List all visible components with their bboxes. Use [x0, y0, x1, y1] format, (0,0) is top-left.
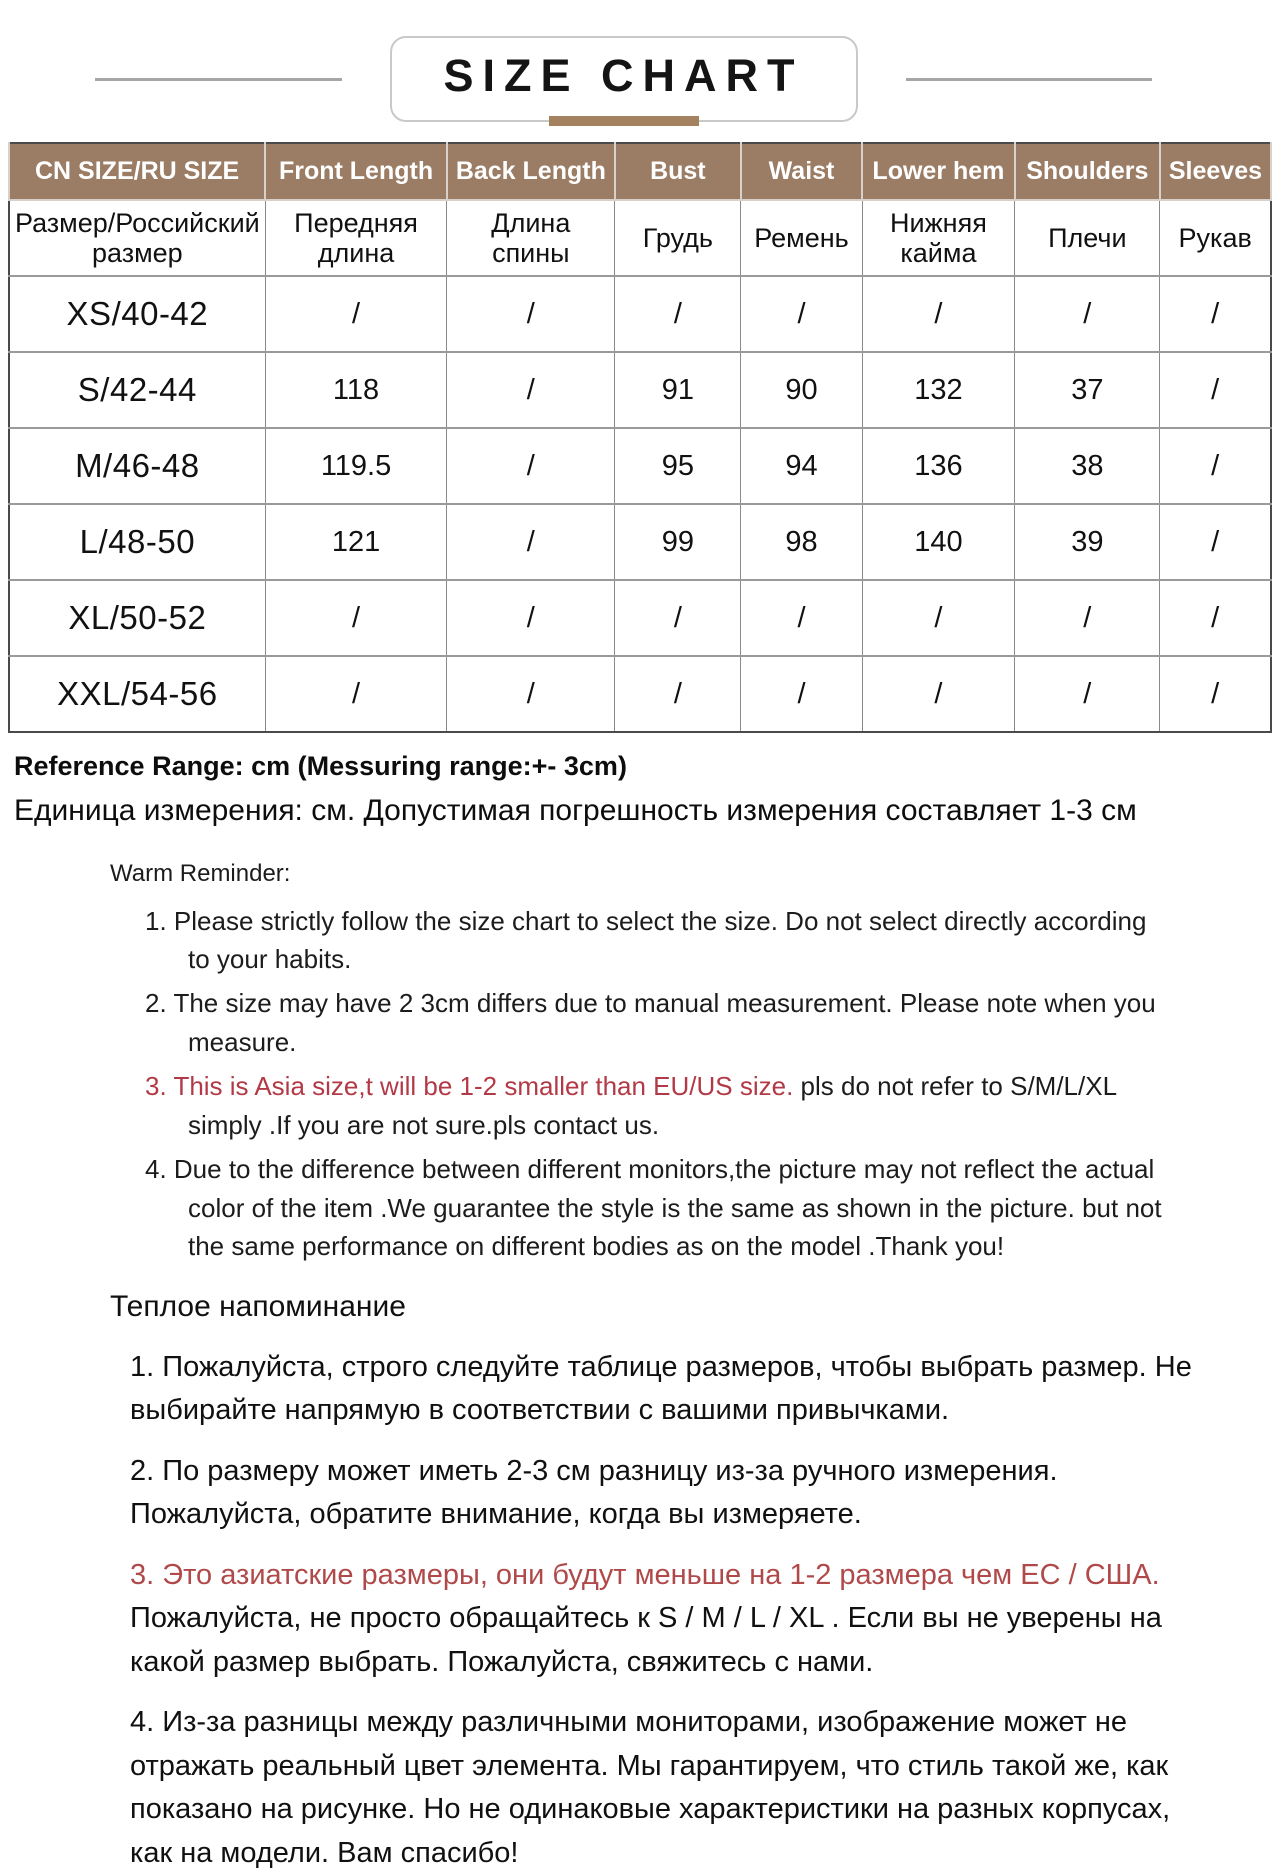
col-header-ru-lower-hem: Нижняя кайма: [862, 200, 1015, 276]
warm-reminder-ru-item-3: [130, 1554, 1215, 1685]
value-cell: 98: [741, 504, 862, 580]
value-cell: /: [447, 656, 615, 732]
header-row-en: [9, 143, 1271, 200]
warm-reminder-en-item-3-red: 3. This is Asia size,t will be 1-2 smaller than EU/US size.: [145, 1071, 794, 1102]
value-cell: /: [447, 580, 615, 656]
warm-reminder-en-item-1: 1. Please strictly follow the size chart to select the size. Do not select directly according to your habits.: [145, 905, 1147, 974]
value-cell: /: [1160, 656, 1271, 732]
col-header-ru-size: Размер/Российский размер: [9, 200, 265, 276]
size-cell: XS/40-42: [9, 276, 265, 352]
value-cell: 39: [1015, 504, 1160, 580]
col-header-ru-shoulders: Плечи: [1015, 200, 1160, 276]
warm-reminder-ru-item-3-red: 3. Это азиатские размеры, они будут меньше на 1-2 размера чем ЕС / США.: [130, 1558, 1160, 1591]
value-cell: 118: [265, 352, 447, 428]
warm-reminder-ru-item-1: 1. Пожалуйста, строго следуйте таблице размеров, чтобы выбрать размер. Не выбирайте напрямую в соответствии с вашими привычками.: [130, 1350, 1192, 1427]
col-header-waist: Waist: [741, 143, 862, 200]
size-cell: M/46-48: [9, 428, 265, 504]
value-cell: 121: [265, 504, 447, 580]
warm-reminder-ru: [110, 1284, 1215, 1875]
title-underline-accent: [549, 116, 699, 126]
value-cell: /: [1160, 580, 1271, 656]
col-header-ru-waist: Ремень: [741, 200, 862, 276]
table-row-xl: [9, 580, 1271, 656]
col-header-back-length: Back Length: [447, 143, 615, 200]
col-header-sleeves: Sleeves: [1160, 143, 1271, 200]
value-cell: /: [741, 276, 862, 352]
warm-reminder-en-item-4: 4. Due to the difference between different monitors,the picture may not reflect the actual color of the item .We guarantee the style is the same as shown in the picture. but not the same performance on different bodies as on the model .Thank you!: [145, 1154, 1162, 1262]
value-cell: 94: [741, 428, 862, 504]
value-cell: /: [447, 428, 615, 504]
value-cell: /: [862, 656, 1015, 732]
value-cell: 119.5: [265, 428, 447, 504]
value-cell: /: [741, 580, 862, 656]
value-cell: 90: [741, 352, 862, 428]
value-cell: /: [862, 276, 1015, 352]
value-cell: /: [1015, 580, 1160, 656]
title-divider-right: [906, 78, 1153, 81]
value-cell: 91: [615, 352, 741, 428]
col-header-shoulders: Shoulders: [1015, 143, 1160, 200]
reference-range-en: Reference Range: cm (Messuring range:+- 3cm): [14, 751, 627, 781]
value-cell: /: [1160, 428, 1271, 504]
col-header-bust: Bust: [615, 143, 741, 200]
value-cell: /: [1160, 276, 1271, 352]
title-frame: [390, 36, 858, 122]
size-cell: XXL/54-56: [9, 656, 265, 732]
value-cell: /: [265, 580, 447, 656]
size-cell: XL/50-52: [9, 580, 265, 656]
col-header-ru-sleeves: Рукав: [1160, 200, 1271, 276]
value-cell: 99: [615, 504, 741, 580]
reference-range-ru: Единица измерения: см. Допустимая погрешность измерения составляет 1-3 см: [14, 794, 1137, 827]
col-header-ru-bust: Грудь: [615, 200, 741, 276]
value-cell: 132: [862, 352, 1015, 428]
table-row-s: [9, 352, 1271, 428]
title-divider-left: [95, 78, 342, 81]
header-row-ru: [9, 200, 1271, 276]
warm-reminder-ru-item-2: 2. По размеру может иметь 2-3 см разницу из-за ручного измерения. Пожалуйста, обратите внимание, когда вы измеряете.: [130, 1454, 1058, 1531]
value-cell: /: [1015, 276, 1160, 352]
value-cell: /: [1160, 352, 1271, 428]
value-cell: 140: [862, 504, 1015, 580]
page-title: SIZE CHART: [443, 50, 804, 101]
table-row-xxl: [9, 656, 1271, 732]
warm-reminder-en-item-3: [145, 1067, 1170, 1144]
size-cell: L/48-50: [9, 504, 265, 580]
col-header-front-length: Front Length: [265, 143, 447, 200]
value-cell: /: [615, 276, 741, 352]
title-section: [0, 0, 1280, 122]
value-cell: /: [447, 276, 615, 352]
value-cell: /: [615, 656, 741, 732]
warm-reminder-ru-item-3-rest: Пожалуйста, не просто обращайтесь к S / M / L / XL . Если вы не уверены на какой размер выбрать. Пожалуйста, свяжитесь с нами.: [130, 1602, 1162, 1678]
col-header-ru-front-length: Передняя длина: [265, 200, 447, 276]
value-cell: /: [615, 580, 741, 656]
value-cell: /: [1160, 504, 1271, 580]
table-row-xs: [9, 276, 1271, 352]
col-header-ru-back-length: Длина спины: [447, 200, 615, 276]
warm-reminder-en-heading: Warm Reminder:: [110, 860, 291, 887]
value-cell: /: [265, 276, 447, 352]
size-chart-table: [8, 142, 1272, 733]
warm-reminder-ru-heading: Теплое напоминание: [110, 1289, 406, 1323]
value-cell: 95: [615, 428, 741, 504]
value-cell: /: [741, 656, 862, 732]
warm-reminder-en-item-3-rest: pls do not refer to S/M/L/XL simply .If you are not sure.pls contact us.: [188, 1071, 1117, 1140]
warm-reminder-ru-item-4: 4. Из-за разницы между различными мониторами, изображение может не отражать реальный цвет элемента. Мы гарантируем, что стиль такой же, как показано на рисунке. Но не одинаковые характеристики на разных корпусах, как на модели. Вам спасибо!: [130, 1706, 1171, 1869]
value-cell: /: [447, 352, 615, 428]
col-header-lower-hem: Lower hem: [862, 143, 1015, 200]
value-cell: /: [862, 580, 1015, 656]
value-cell: /: [265, 656, 447, 732]
value-cell: 37: [1015, 352, 1160, 428]
warm-reminder-en-item-2: 2. The size may have 2 3cm differs due to manual measurement. Please note when you measure.: [145, 988, 1156, 1057]
table-row-m: [9, 428, 1271, 504]
warm-reminder-en: [110, 856, 1170, 1266]
size-cell: S/42-44: [9, 352, 265, 428]
value-cell: 136: [862, 428, 1015, 504]
col-header-size: CN SIZE/RU SIZE: [9, 143, 265, 200]
value-cell: /: [1015, 656, 1160, 732]
value-cell: 38: [1015, 428, 1160, 504]
value-cell: /: [447, 504, 615, 580]
table-row-l: [9, 504, 1271, 580]
